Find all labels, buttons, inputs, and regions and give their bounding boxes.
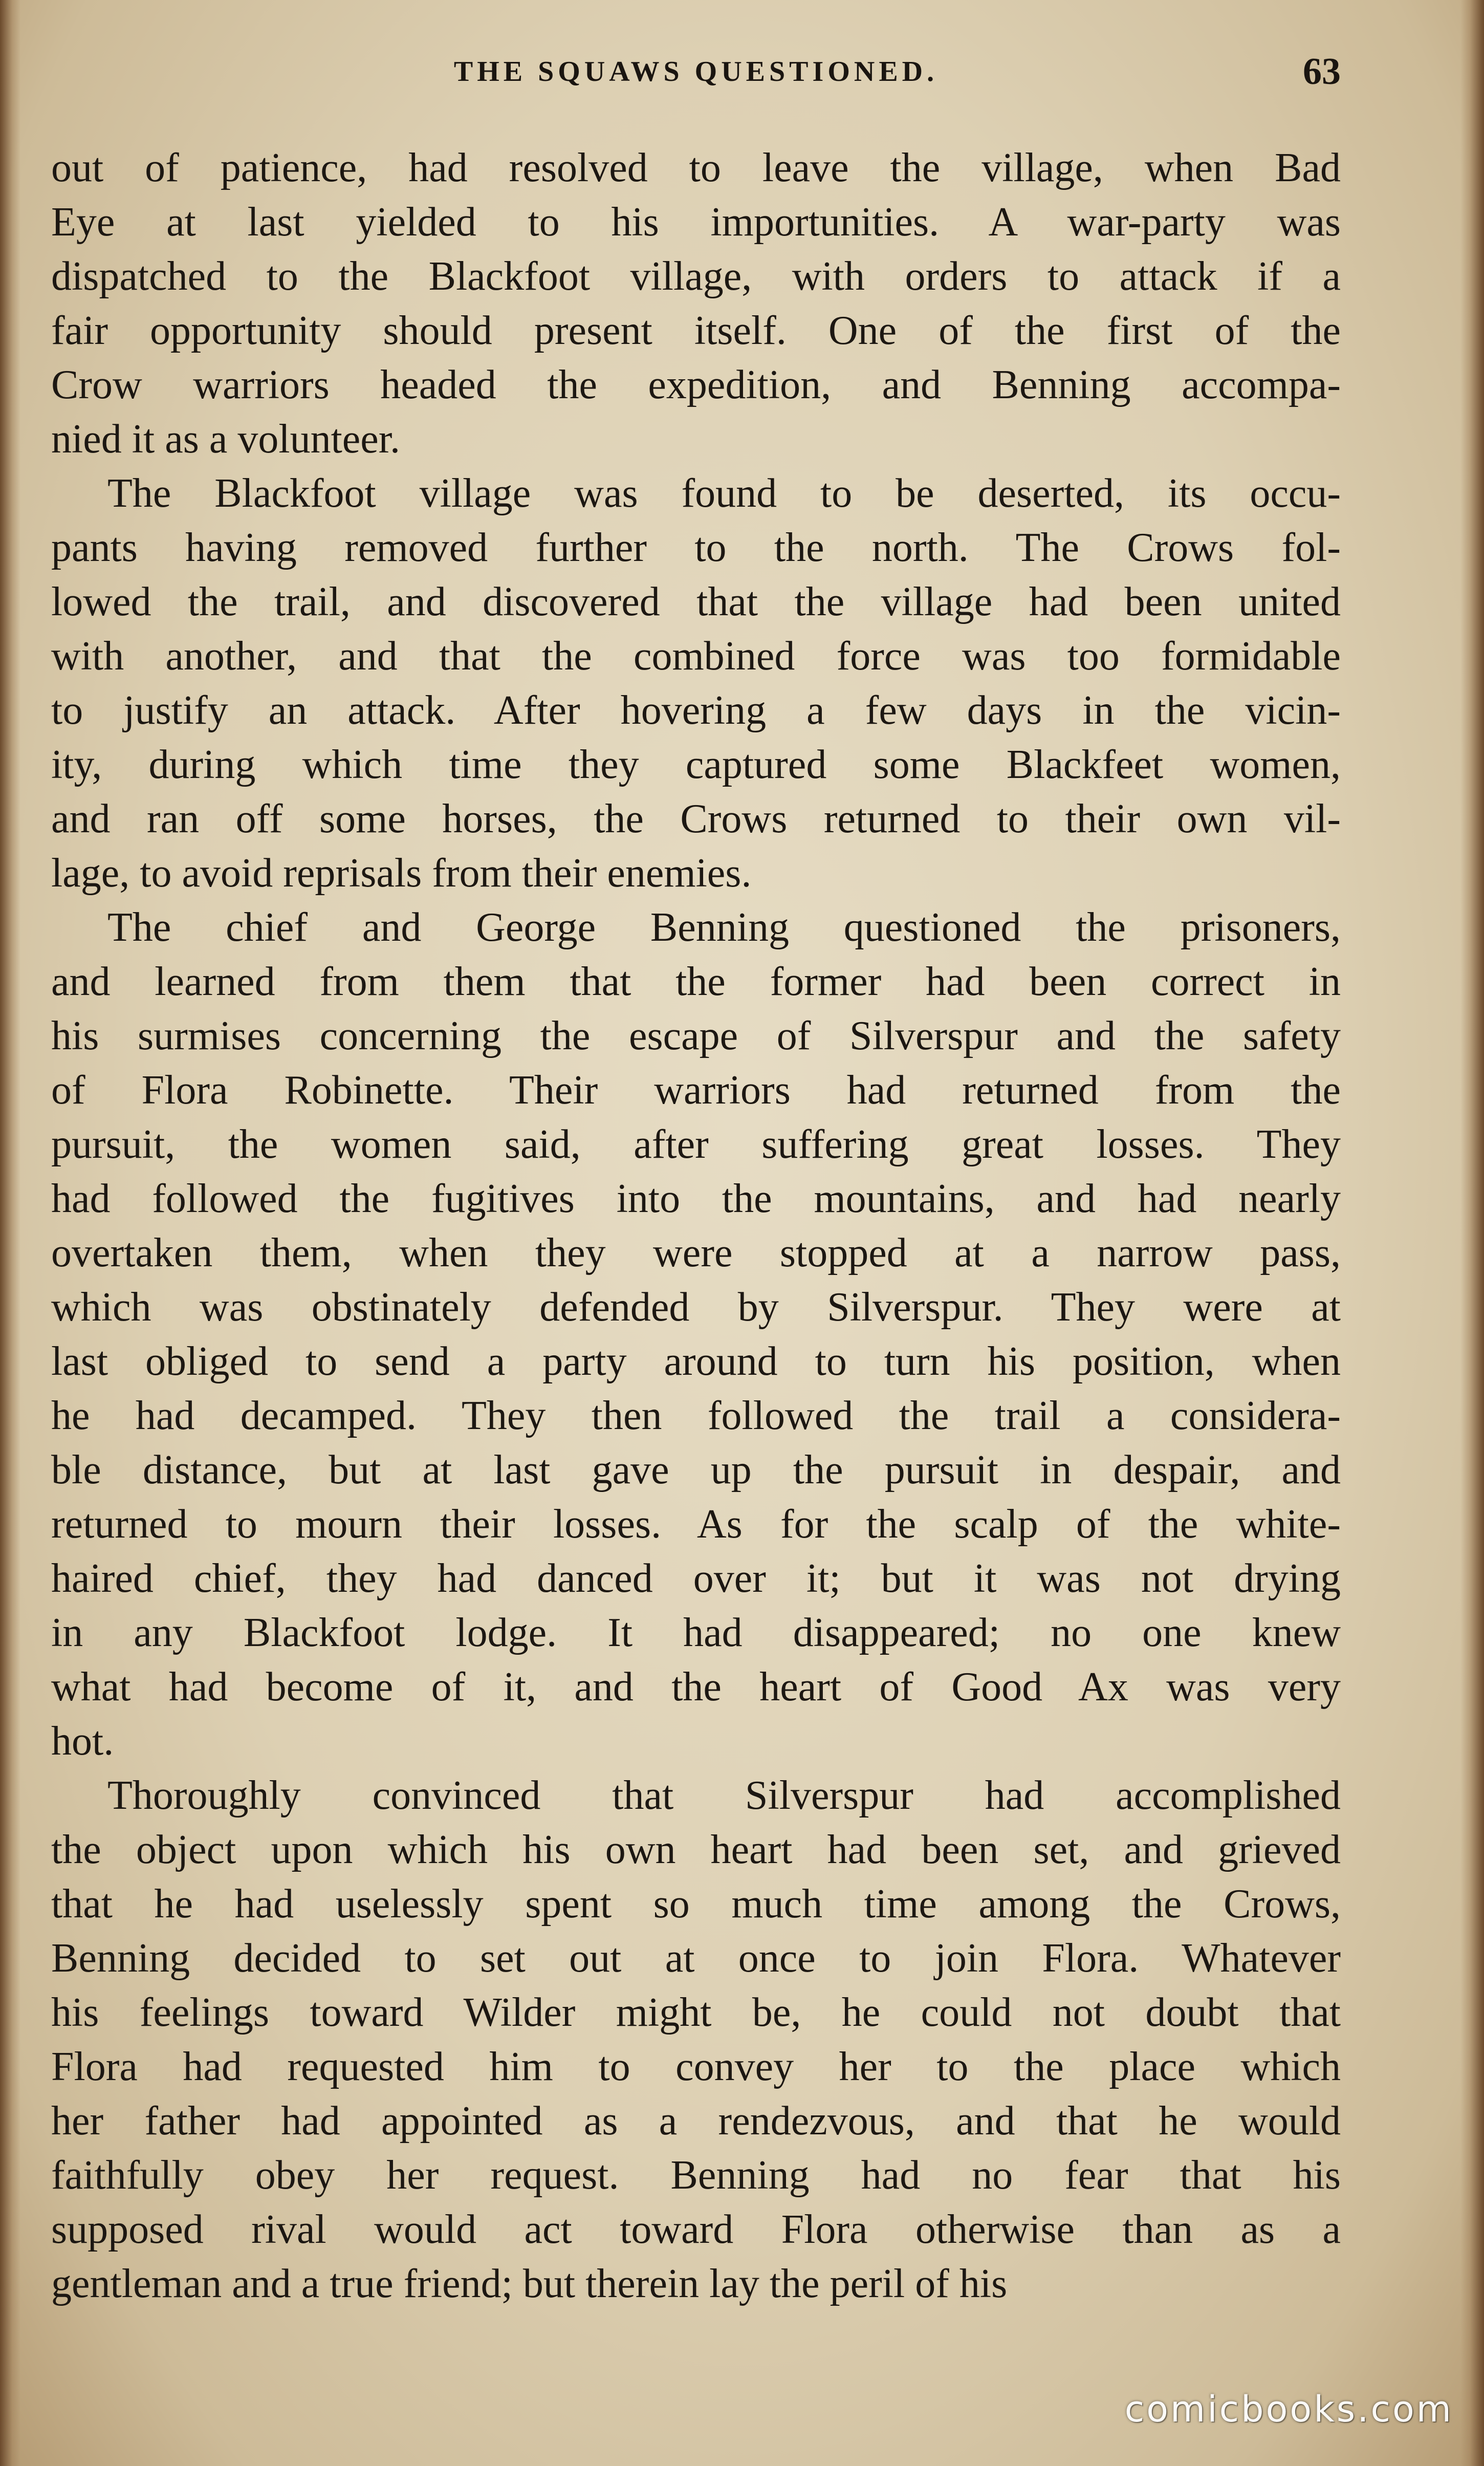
text-line: returned to mourn their losses. As for the scalp of the white- [51,1502,1341,1547]
text-line: faithfully obey her request. Benning had no fear that his [51,2153,1341,2198]
text-line: Crow warriors headed the expedition, and Benning accompa- [51,362,1341,407]
text-line: overtaken them, when they were stopped at a narrow pass, [51,1230,1341,1275]
body-text [51,141,1341,2311]
page-left-shadow [0,0,20,2466]
paragraph [51,141,1341,466]
text-line: nied it as a volunteer. [51,417,401,462]
text-line: pursuit, the women said, after suffering great losses. They [51,1122,1341,1167]
page-right-shadow [1460,0,1484,2466]
text-line: hot. [51,1719,114,1764]
text-line: ity, during which time they captured some Blackfeet women, [51,742,1341,787]
text-line: last obliged to send a party around to turn his position, when [51,1339,1341,1384]
text-line: The Blackfoot village was found to be deserted, its occu- [107,471,1341,516]
paragraph [51,466,1341,900]
text-line: the object upon which his own heart had been set, and grieved [51,1827,1341,1872]
text-line: with another, and that the combined force was too formidable [51,634,1341,679]
text-line: gentleman and a true friend; but therein lay the peril of his [51,2261,1008,2306]
text-line: and learned from them that the former had been correct in [51,959,1341,1004]
text-line: her father had appointed as a rendezvous, and that he would [51,2099,1341,2144]
running-head: THE SQUAWS QUESTIONED. [453,56,939,88]
text-line: in any Blackfoot lodge. It had disappeared; no one knew [51,1610,1341,1655]
text-line: his feelings toward Wilder might be, he could not doubt that [51,1990,1341,2035]
text-line: that he had uselessly spent so much time among the Crows, [51,1881,1341,1927]
text-line: of Flora Robinette. Their warriors had returned from the [51,1068,1341,1113]
page-number: 63 [1303,51,1341,93]
text-line: to justify an attack. After hovering a few days in the vicin- [51,688,1341,733]
text-line: lowed the trail, and discovered that the village had been united [51,579,1341,624]
text-line: which was obstinately defended by Silverspur. They were at [51,1285,1341,1330]
text-line: haired chief, they had danced over it; but it was not drying [51,1556,1341,1601]
page-header [51,49,1341,95]
text-line: supposed rival would act toward Flora otherwise than as a [51,2207,1341,2252]
text-line: pants having removed further to the north. The Crows fol- [51,525,1341,570]
text-line: lage, to avoid reprisals from their enemies. [51,851,752,896]
text-line: The chief and George Benning questioned the prisoners, [107,905,1341,950]
watermark: comicbooks.com [1124,2388,1453,2430]
text-line: his surmises concerning the escape of Silverspur and the safety [51,1013,1341,1058]
text-line: Flora had requested him to convey her to the place which [51,2044,1341,2089]
text-line: ble distance, but at last gave up the pursuit in despair, and [51,1447,1341,1492]
text-line: Eye at last yielded to his importunities. A war-party was [51,200,1341,245]
text-line: and ran off some horses, the Crows returned to their own vil- [51,796,1341,841]
text-line: dispatched to the Blackfoot village, with orders to attack if a [51,254,1341,299]
text-line: Benning decided to set out at once to join Flora. Whatever [51,1936,1341,1981]
text-line: out of patience, had resolved to leave the village, when Bad [51,145,1341,190]
text-line: had followed the fugitives into the mountains, and had nearly [51,1176,1341,1221]
text-line: fair opportunity should present itself. One of the first of the [51,308,1341,353]
text-line: he had decamped. They then followed the trail a considera- [51,1393,1341,1438]
paragraph [51,1768,1341,2311]
text-line: Thoroughly convinced that Silverspur had accomplished [107,1773,1341,1818]
paragraph [51,900,1341,1768]
text-line: what had become of it, and the heart of Good Ax was very [51,1664,1341,1710]
